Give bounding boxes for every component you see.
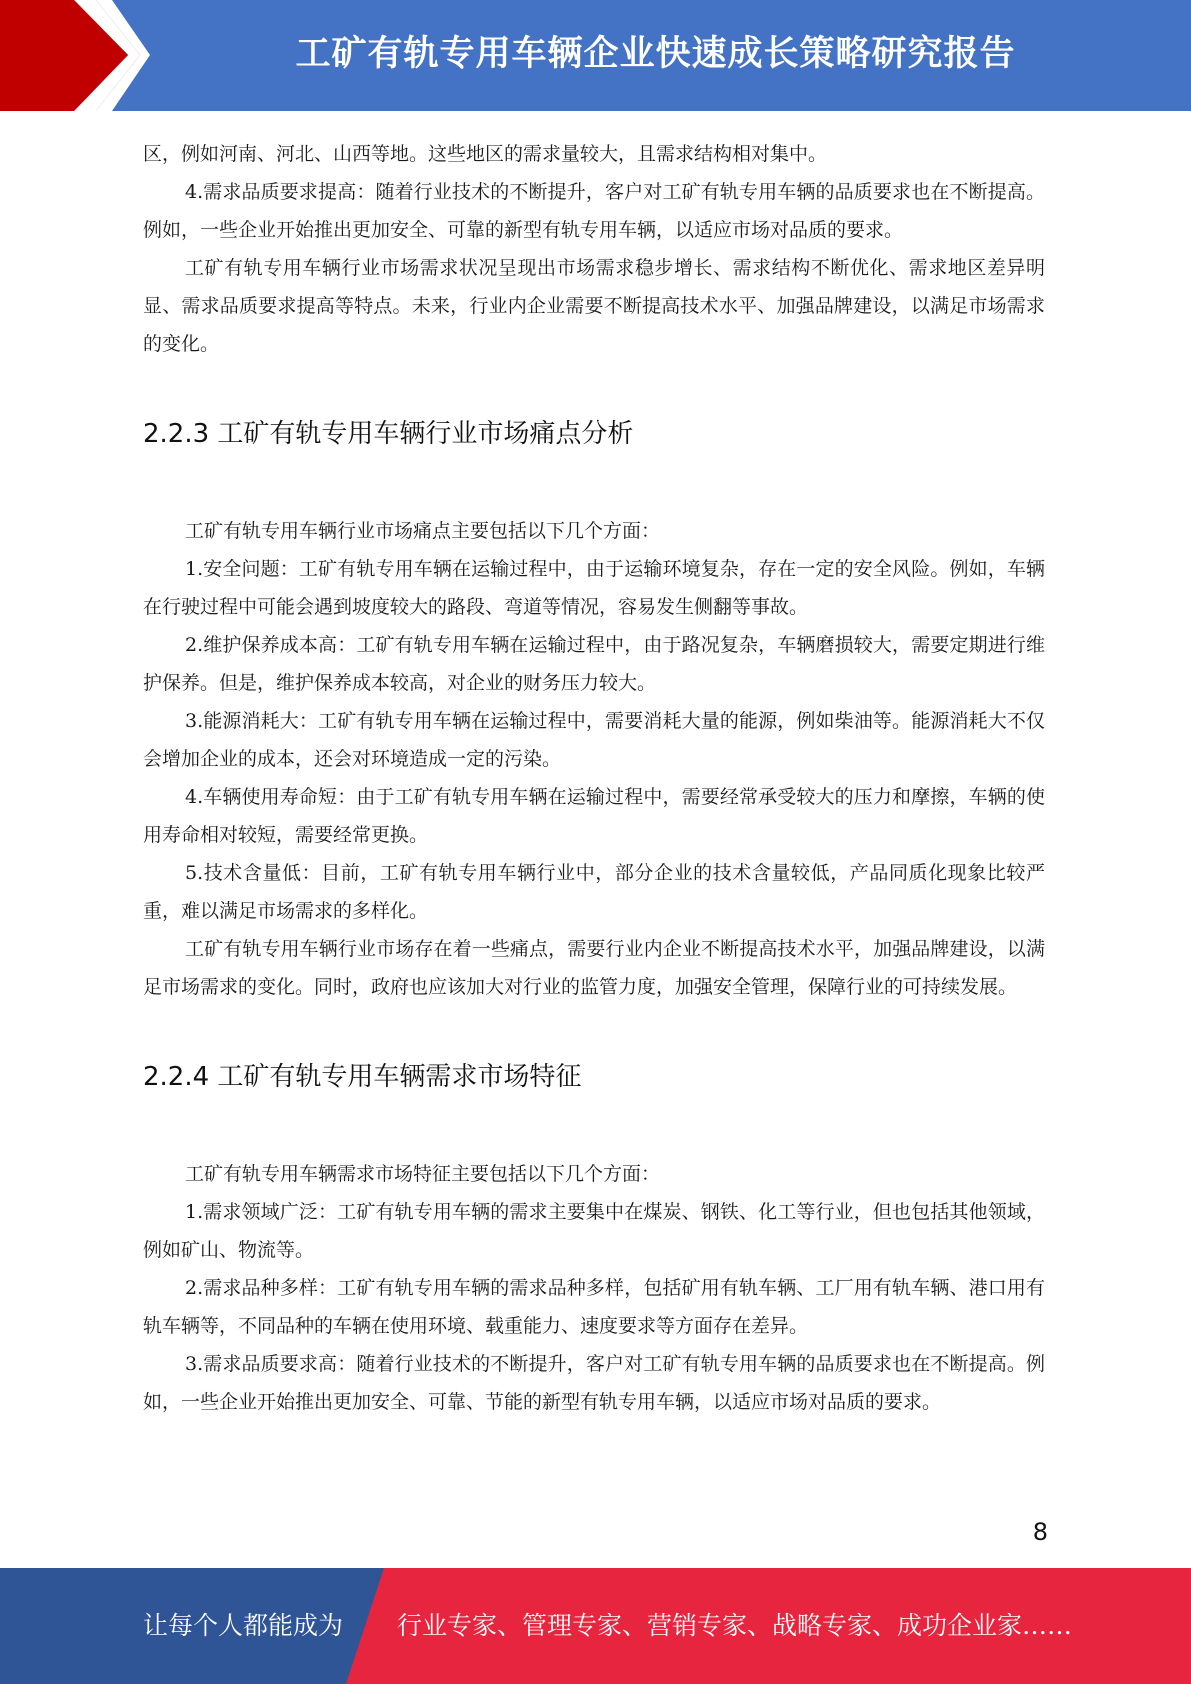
- paragraph: 工矿有轨专用车辆行业市场痛点主要包括以下几个方面：: [185, 520, 661, 542]
- page-content: [143, 135, 1045, 1421]
- paragraph: 2.维护保养成本高：工矿有轨专用车辆在运输过程中，由于路况复杂，车辆磨损较大，需要定期进行维护保养。但是，维护保养成本较高，对企业的财务压力较大。: [143, 634, 1045, 694]
- paragraph: 工矿有轨专用车辆行业市场需求状况呈现出市场需求稳步增长、需求结构不断优化、需求地区差异明显、需求品质要求提高等特点。未来，行业内企业需要不断提高技术水平、加强品牌建设，以满足市场需求的变化。: [143, 257, 1045, 355]
- paragraph: 4.车辆使用寿命短：由于工矿有轨专用车辆在运输过程中，需要经常承受较大的压力和摩擦，车辆的使用寿命相对较短，需要经常更换。: [143, 786, 1045, 846]
- paragraph: 1.需求领域广泛：工矿有轨专用车辆的需求主要集中在煤炭、钢铁、化工等行业，但也包括其他领域，例如矿山、物流等。: [143, 1201, 1045, 1261]
- section-heading-2-2-4: 2.2.4 工矿有轨专用车辆需求市场特征: [143, 1062, 582, 1092]
- paragraph: 3.能源消耗大：工矿有轨专用车辆在运输过程中，需要消耗大量的能源，例如柴油等。能源消耗大不仅会增加企业的成本，还会对环境造成一定的污染。: [143, 710, 1045, 770]
- page-footer: [0, 1568, 1191, 1684]
- paragraph: 3.需求品质要求高：随着行业技术的不断提升，客户对工矿有轨专用车辆的品质要求也在不断提高。例如，一些企业开始推出更加安全、可靠、节能的新型有轨专用车辆，以适应市场对品质的要求。: [143, 1353, 1045, 1413]
- paragraph: 1.安全问题：工矿有轨专用车辆在运输过程中，由于运输环境复杂，存在一定的安全风险。例如，车辆在行驶过程中可能会遇到坡度较大的路段、弯道等情况，容易发生侧翻等事故。: [143, 558, 1045, 618]
- footer-slogan-right: 行业专家、管理专家、营销专家、战略专家、成功企业家……: [397, 1611, 1073, 1640]
- page-header: [0, 0, 1191, 111]
- page-number: 8: [1032, 1518, 1048, 1546]
- paragraph: 5.技术含量低：目前，工矿有轨专用车辆行业中，部分企业的技术含量较低，产品同质化现象比较严重，难以满足市场需求的多样化。: [143, 862, 1045, 922]
- paragraph: 工矿有轨专用车辆行业市场存在着一些痛点，需要行业内企业不断提高技术水平，加强品牌建设，以满足市场需求的变化。同时，政府也应该加大对行业的监管力度，加强安全管理，保障行业的可持续发展。: [143, 938, 1045, 998]
- paragraph: 2.需求品种多样：工矿有轨专用车辆的需求品种多样，包括矿用有轨车辆、工厂用有轨车辆、港口用有轨车辆等，不同品种的车辆在使用环境、载重能力、速度要求等方面存在差异。: [143, 1277, 1045, 1337]
- paragraph: 4.需求品质要求提高：随着行业技术的不断提升，客户对工矿有轨专用车辆的品质要求也在不断提高。例如，一些企业开始推出更加安全、可靠的新型有轨专用车辆，以适应市场对品质的要求。: [143, 181, 1045, 241]
- footer-slogan-left: 让每个人都能成为: [143, 1611, 344, 1640]
- section-heading-2-2-3: 2.2.3 工矿有轨专用车辆行业市场痛点分析: [143, 419, 634, 449]
- paragraph: 区，例如河南、河北、山西等地。这些地区的需求量较大，且需求结构相对集中。: [143, 143, 828, 165]
- report-title: 工矿有轨专用车辆企业快速成长策略研究报告: [295, 34, 1016, 74]
- paragraph: 工矿有轨专用车辆需求市场特征主要包括以下几个方面：: [185, 1163, 661, 1185]
